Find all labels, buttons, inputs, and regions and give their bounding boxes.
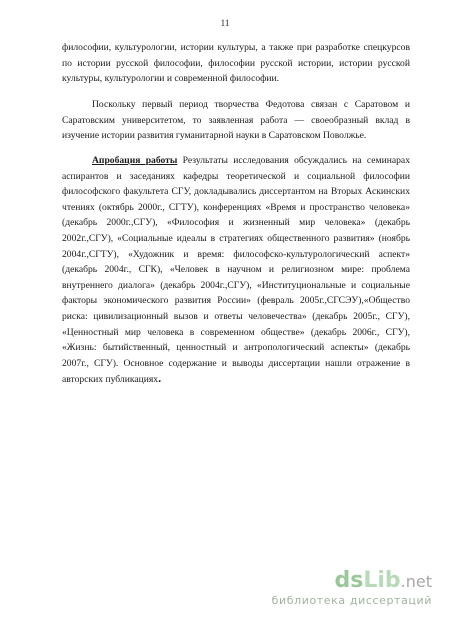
approbation-body: Результаты исследования обсуждались на семинарах аспирантов и заседаниях кафедры теоретической и социальной философии философского факультета СГУ, докладывались диссертантом на Вторых Аскинских чтениях (октябрь 2000г., СГТУ), конференциях «Время и пространство человека» (декабрь 2000г.,СГУ), «Философия и жизненный мир человека» (декабрь 2002г.,СГУ), «Социальные идеалы в стратегиях общественного развития» (ноябрь 2004г.,СГТУ), «Художник и время: философско-культурологический аспект» (декабрь 2004г., СГК), «Человек в научном и религиозном мире: проблема внутреннего диалога» (декабрь 2004г.,СГУ), «Институциональные и социальные факторы экономического развития России» (февраль 2005г.,СГСЭУ),«Общество риска: цивилизационный вызов и ответы человечества» (декабрь 2005г., СГУ), «Ценностный мир человека в современном обществе» (декабрь 2006г., СГУ), «Жизнь: бытийственный, ценностный и антропологический аспекты» (декабрь 2007г., СГУ). Основное содержание и выводы диссертации нашли отражение в авторских публикациях bbox=[62, 155, 410, 386]
dslib-logo bbox=[272, 569, 432, 594]
approbation-end: . bbox=[158, 371, 162, 386]
paragraph-2: Поскольку первый период творчества Федотова связан с Саратовом и Саратовским университетом, то заявленная работа — своеобразный вклад в изучение истории развития гуманитарной науки в Саратовском Поволжье. bbox=[62, 99, 410, 142]
paragraph-continuation bbox=[62, 40, 410, 87]
dslib-tagline: библиотека диссертаций bbox=[271, 594, 432, 607]
logo-ds: ds bbox=[334, 568, 364, 593]
paragraph-3 bbox=[62, 153, 410, 388]
dslib-watermark bbox=[272, 569, 432, 607]
paragraph-saratov bbox=[62, 97, 410, 144]
logo-net: .net bbox=[400, 572, 432, 591]
approbation-heading: Апробация работы bbox=[92, 155, 178, 166]
paragraph-1: философии, культурологии, истории культуры, а также при разработке спецкурсов по истории русской философии, философии русской истории, истории русской культуры, культурологии и современной философии. bbox=[62, 42, 410, 85]
page-number: 11 bbox=[220, 18, 230, 28]
paragraph-approbation bbox=[62, 153, 410, 388]
logo-lib: Lib bbox=[363, 568, 401, 593]
